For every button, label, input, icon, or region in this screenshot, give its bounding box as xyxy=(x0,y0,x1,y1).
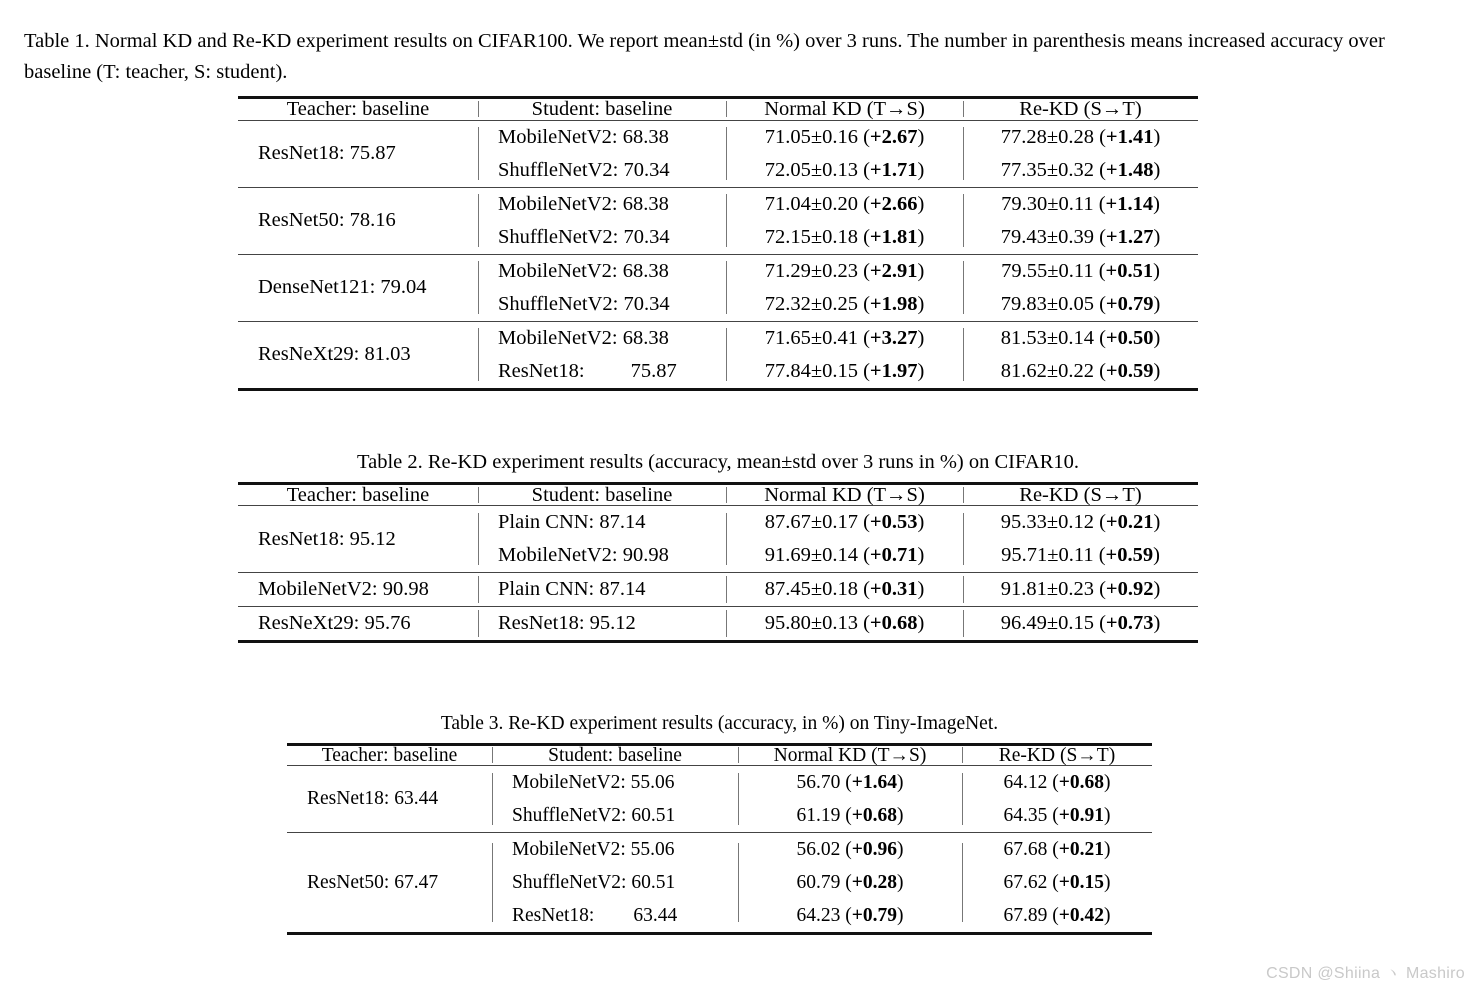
table-row xyxy=(238,187,1198,254)
normal-kd-value: 61.19 (+0.68) xyxy=(796,805,904,826)
student-value: ResNet18: 75.87 xyxy=(498,359,677,382)
header-student: Student: baseline xyxy=(548,744,682,766)
student-value: MobileNetV2: 68.38 xyxy=(498,192,669,215)
student-value: Plain CNN: 87.14 xyxy=(498,511,646,533)
header-student: Student: baseline xyxy=(531,483,673,506)
table-row xyxy=(238,254,1198,321)
normal-kd-value: 72.15±0.18 (+1.81) xyxy=(764,225,925,248)
normal-kd-value: 72.05±0.13 (+1.71) xyxy=(764,158,925,181)
re-kd-value: 81.53±0.14 (+0.50) xyxy=(1000,326,1161,349)
normal-kd-value: 72.32±0.25 (+1.98) xyxy=(764,292,925,315)
student-cell xyxy=(478,607,726,642)
student-value: ShuffleNetV2: 60.51 xyxy=(512,805,676,826)
table-row xyxy=(287,833,1152,934)
re-kd-value: 95.71±0.11 (+0.59) xyxy=(1001,544,1160,566)
student-cell xyxy=(478,573,726,607)
student-value: MobileNetV2: 55.06 xyxy=(512,772,675,793)
re-kd-cell xyxy=(962,766,1152,833)
teacher-cell: DenseNet121: 79.04 xyxy=(258,276,427,299)
student-value: ResNet18: 95.12 xyxy=(498,612,636,634)
table1 xyxy=(238,96,1198,391)
re-kd-cell xyxy=(963,120,1198,187)
table1-caption: Table 1. Normal KD and Re-KD experiment results on CIFAR100. We report mean±std (in %) over 3 runs. The number in parenthesis means increased accuracy over baseline (T: teacher, S: student). xyxy=(24,30,1385,83)
csdn-watermark: CSDN @Shiina ヽ Mashiro xyxy=(1266,965,1465,982)
student-value: ShuffleNetV2: 60.51 xyxy=(512,872,676,893)
re-kd-value: 79.43±0.39 (+1.27) xyxy=(1000,225,1161,248)
table1-container xyxy=(238,96,1198,391)
normal-kd-value: 71.04±0.20 (+2.66) xyxy=(764,192,925,215)
re-kd-value: 96.49±0.15 (+0.73) xyxy=(1000,612,1161,634)
normal-kd-cell xyxy=(726,506,963,573)
student-value: Plain CNN: 87.14 xyxy=(498,578,646,600)
table2 xyxy=(238,443,1198,643)
table3-caption-row xyxy=(287,705,1152,744)
re-kd-cell xyxy=(963,506,1198,573)
re-kd-cell xyxy=(963,573,1198,607)
student-value: ShuffleNetV2: 70.34 xyxy=(498,225,670,248)
normal-kd-value: 56.70 (+1.64) xyxy=(796,772,904,793)
table2-header-row xyxy=(238,483,1198,506)
re-kd-value: 67.62 (+0.15) xyxy=(1003,872,1111,893)
table2-caption-row xyxy=(238,443,1198,483)
re-kd-value: 91.81±0.23 (+0.92) xyxy=(1000,578,1161,600)
teacher-cell: ResNet18: 63.44 xyxy=(307,788,439,810)
header-student: Student: baseline xyxy=(531,98,673,120)
normal-kd-cell xyxy=(726,120,963,187)
re-kd-value: 81.62±0.22 (+0.59) xyxy=(1000,359,1161,382)
re-kd-cell xyxy=(962,833,1152,934)
table1-header-row xyxy=(238,98,1198,121)
header-normal-kd: Normal KD (T→S) xyxy=(764,98,925,120)
normal-kd-cell xyxy=(726,187,963,254)
header-normal-kd: Normal KD (T→S) xyxy=(764,483,925,506)
table2-body xyxy=(238,443,1198,642)
normal-kd-cell xyxy=(726,321,963,389)
normal-kd-value: 71.05±0.16 (+2.67) xyxy=(764,125,925,148)
student-cell xyxy=(492,833,738,934)
table-row xyxy=(287,766,1152,833)
table-row xyxy=(238,120,1198,187)
re-kd-cell xyxy=(963,187,1198,254)
teacher-cell: ResNet18: 75.87 xyxy=(258,142,396,165)
header-re-kd: Re-KD (S→T) xyxy=(1019,98,1142,120)
header-teacher: Teacher: baseline xyxy=(321,744,458,766)
table-row xyxy=(238,321,1198,389)
header-teacher: Teacher: baseline xyxy=(286,483,430,506)
normal-kd-value: 71.65±0.41 (+3.27) xyxy=(764,326,925,349)
re-kd-value: 77.35±0.32 (+1.48) xyxy=(1000,158,1161,181)
student-value: MobileNetV2: 55.06 xyxy=(512,839,675,860)
student-cell xyxy=(478,120,726,187)
re-kd-value: 79.30±0.11 (+1.14) xyxy=(1001,192,1160,215)
table3-header-row xyxy=(287,744,1152,766)
table-row xyxy=(238,573,1198,607)
table-row xyxy=(238,506,1198,573)
header-re-kd: Re-KD (S→T) xyxy=(998,744,1116,766)
normal-kd-value: 87.67±0.17 (+0.53) xyxy=(764,511,925,533)
table-row xyxy=(238,607,1198,642)
header-teacher: Teacher: baseline xyxy=(286,98,430,120)
table2-container xyxy=(238,443,1198,643)
normal-kd-cell xyxy=(738,833,962,934)
student-cell xyxy=(478,187,726,254)
student-cell xyxy=(492,766,738,833)
re-kd-cell xyxy=(963,254,1198,321)
table3-body xyxy=(287,705,1152,934)
normal-kd-value: 87.45±0.18 (+0.31) xyxy=(764,578,925,600)
normal-kd-value: 56.02 (+0.96) xyxy=(796,839,904,860)
teacher-cell: ResNet50: 78.16 xyxy=(258,209,396,232)
re-kd-value: 64.12 (+0.68) xyxy=(1003,772,1111,793)
student-value: ResNet18: 63.44 xyxy=(512,905,678,926)
student-value: ShuffleNetV2: 70.34 xyxy=(498,158,670,181)
normal-kd-value: 71.29±0.23 (+2.91) xyxy=(764,259,925,282)
student-value: MobileNetV2: 68.38 xyxy=(498,259,669,282)
table3-caption: Table 3. Re-KD experiment results (accuracy, in %) on Tiny-ImageNet. xyxy=(440,713,999,734)
re-kd-value: 79.55±0.11 (+0.51) xyxy=(1001,259,1160,282)
re-kd-value: 67.68 (+0.21) xyxy=(1003,839,1111,860)
normal-kd-value: 95.80±0.13 (+0.68) xyxy=(764,612,925,634)
teacher-cell: ResNeXt29: 81.03 xyxy=(258,343,411,366)
table3-container xyxy=(287,705,1152,935)
student-value: MobileNetV2: 68.38 xyxy=(498,125,669,148)
normal-kd-value: 64.23 (+0.79) xyxy=(796,905,904,926)
header-re-kd: Re-KD (S→T) xyxy=(1019,483,1142,506)
re-kd-cell xyxy=(963,607,1198,642)
student-cell xyxy=(478,506,726,573)
normal-kd-cell xyxy=(738,766,962,833)
student-cell xyxy=(478,321,726,389)
re-kd-value: 79.83±0.05 (+0.79) xyxy=(1000,292,1161,315)
normal-kd-value: 77.84±0.15 (+1.97) xyxy=(764,359,925,382)
student-value: MobileNetV2: 68.38 xyxy=(498,326,669,349)
table3 xyxy=(287,705,1152,935)
student-value: ShuffleNetV2: 70.34 xyxy=(498,292,670,315)
normal-kd-cell xyxy=(726,573,963,607)
table2-caption: Table 2. Re-KD experiment results (accuracy, mean±std over 3 runs in %) on CIFAR10. xyxy=(357,451,1079,473)
normal-kd-cell xyxy=(726,607,963,642)
header-normal-kd: Normal KD (T→S) xyxy=(773,744,927,766)
re-kd-cell xyxy=(963,321,1198,389)
student-cell xyxy=(478,254,726,321)
student-value: MobileNetV2: 90.98 xyxy=(498,544,669,566)
teacher-cell: MobileNetV2: 90.98 xyxy=(258,578,429,601)
re-kd-value: 64.35 (+0.91) xyxy=(1003,805,1111,826)
re-kd-value: 95.33±0.12 (+0.21) xyxy=(1000,511,1161,533)
table1-body xyxy=(238,98,1198,390)
normal-kd-cell xyxy=(726,254,963,321)
teacher-cell: ResNet18: 95.12 xyxy=(258,527,396,550)
teacher-cell: ResNet50: 67.47 xyxy=(307,871,439,893)
normal-kd-value: 60.79 (+0.28) xyxy=(796,872,904,893)
re-kd-value: 67.89 (+0.42) xyxy=(1003,905,1111,926)
re-kd-value: 77.28±0.28 (+1.41) xyxy=(1000,125,1161,148)
normal-kd-value: 91.69±0.14 (+0.71) xyxy=(764,544,925,566)
teacher-cell: ResNeXt29: 95.76 xyxy=(258,612,411,635)
